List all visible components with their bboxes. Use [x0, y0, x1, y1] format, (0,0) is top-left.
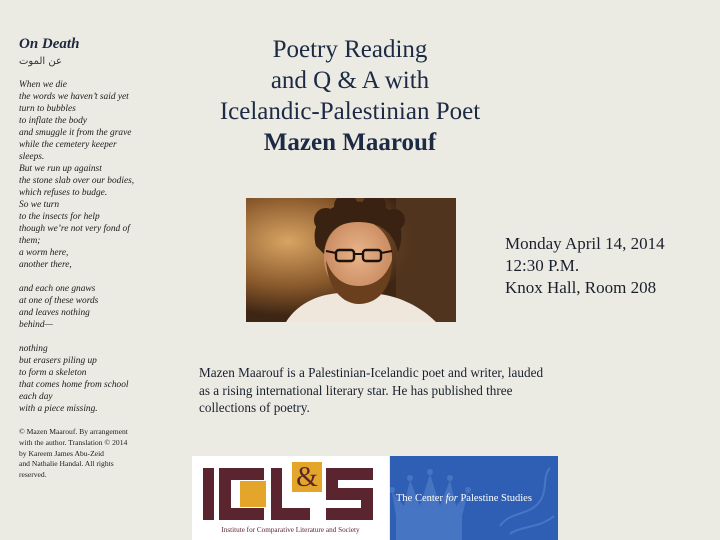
poem-line: the words we haven’t said yet [19, 92, 129, 102]
poem-line: turn to bubbles [19, 104, 76, 114]
credit-line: reserved. [19, 470, 47, 480]
icls-caption: Institute for Comparative Literature and Society [221, 526, 360, 534]
headline-line-3: Icelandic-Palestinian Poet [219, 98, 481, 125]
poem-line: that comes home from school [19, 380, 129, 390]
event-date: Monday April 14, 2014 [505, 234, 665, 253]
poem-line: but erasers piling up [19, 356, 97, 366]
stanza-break [19, 331, 169, 343]
cps-center: Center [414, 493, 443, 504]
cps-logo [390, 456, 558, 540]
poem-line: another there, [19, 260, 72, 270]
poem-line: So we turn [19, 200, 60, 210]
poem-line: sleeps. [19, 152, 45, 162]
poem-line: a worm here, [19, 248, 69, 258]
cps-name [396, 493, 558, 504]
poet-bio: Mazen Maarouf is a Palestinian-Icelandic poet and writer, lauded as a rising international literary star. He has published three collections of poetry. [199, 365, 544, 415]
poem-line: while the cemetery keeper [19, 140, 117, 150]
cps-palestine-studies: Palestine Studies [460, 493, 532, 504]
poem-line: behind— [19, 320, 53, 330]
svg-text:&: & [296, 462, 318, 493]
cps-the: The [396, 493, 413, 504]
poem-line: them; [19, 236, 41, 246]
event-headline [170, 34, 530, 158]
credit-line: and Nathalie Handal. All rights [19, 459, 114, 469]
event-details [505, 233, 715, 299]
poem-copyright [19, 427, 169, 481]
poet-photo [246, 198, 456, 322]
event-location: Knox Hall, Room 208 [505, 278, 657, 297]
poem-title: On Death [19, 36, 80, 52]
icls-logo-mark [192, 456, 389, 528]
headline-line-1: Poetry Reading [272, 36, 428, 63]
poem-line: to inflate the body [19, 116, 87, 126]
poem-line: the stone slab over our bodies, [19, 176, 135, 186]
poem-line: But we run up against [19, 164, 102, 174]
credit-line: © Mazen Maarouf. By arrangement [19, 427, 128, 436]
poem-body [19, 79, 169, 415]
poem-line: though we’re not very fond of [19, 224, 130, 234]
poem-line: each day [19, 392, 53, 402]
stanza-break [19, 271, 169, 283]
poem-line: nothing [19, 344, 48, 354]
poem-arabic-title: عن الموت [19, 56, 62, 67]
poet-photo-image [246, 198, 456, 322]
poem-line: to form a skeleton [19, 368, 87, 378]
poem-line: at one of these words [19, 296, 99, 306]
credit-line: with the author. Translation © 2014 [19, 437, 128, 447]
poem-line: with a piece missing. [19, 404, 98, 414]
event-time: 12:30 P.M. [505, 256, 580, 275]
poem-line: When we die [19, 80, 67, 90]
headline-line-2: and Q & A with [270, 67, 430, 94]
poem-column [19, 36, 169, 481]
cps-for: for [445, 493, 458, 504]
poem-line: which refuses to budge. [19, 188, 108, 198]
poem-line: and smuggle it from the grave [19, 128, 132, 138]
icls-logo [192, 456, 389, 540]
poem-line: to the insects for help [19, 212, 100, 222]
poem-line: and leaves nothing [19, 308, 90, 318]
poem-line: and each one gnaws [19, 284, 96, 294]
credit-line: by Kareem James Abu-Zeid [19, 448, 104, 458]
poet-name: Mazen Maarouf [263, 129, 437, 156]
